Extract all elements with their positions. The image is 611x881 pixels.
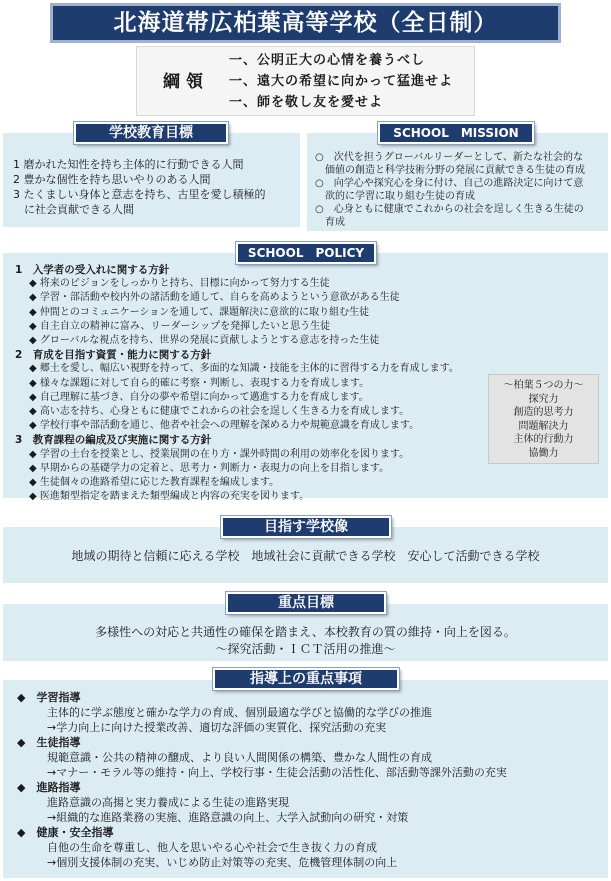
motto-box — [136, 46, 475, 116]
policy-3-item: ◆ 医進類型指定を踏まえた類型編成と内容の充実を図ります。 — [29, 491, 310, 503]
motto-label: 綱領 — [163, 72, 209, 92]
guidance-career-heading: ◆ 進路指導 — [17, 781, 81, 794]
five-powers-item: 問題解決力 — [518, 420, 569, 432]
policy-3-item: ◆ 学習の土台を授業とし、授業展開の在り方・課外時間の利用の効率化を図ります。 — [29, 448, 410, 460]
guidance-learning-heading: ◆ 学習指導 — [17, 691, 81, 704]
motto-lines — [229, 50, 453, 113]
school-mission-title: SCHOOL MISSION — [378, 122, 534, 144]
policy-section-3-heading: 3 教育課程の編成及び実施に関する方針 — [15, 434, 212, 447]
mission-line-1: ○ 次代を担うグローバルリーダーとして、新たな社会的な — [315, 152, 584, 163]
education-goal-1: 1 磨かれた知性を持ち主体的に行動できる人間 — [13, 158, 244, 171]
policy-section-1-heading: 1 入学者の受入れに関する方針 — [15, 264, 170, 276]
five-powers-title: ～柏葉５つの力～ — [503, 380, 584, 391]
policy-1-item: ◆ 将来のビジョンをしっかりと持ち、目標に向かって努力する生徒 — [29, 278, 330, 290]
guidance-student-line: →マナー・モラル等の維持・向上、学校行事・生徒会活動の活性化、部活動等課外活動の充実 — [47, 766, 507, 779]
guidance-learning-line: →学力向上に向けた授業改善、適切な評価の実質化、探究活動の充実 — [47, 721, 387, 734]
guidance-title: 指導上の重点事項 — [213, 668, 399, 690]
education-goal-3-cont: に社会貢献できる人間 — [13, 203, 134, 216]
five-powers-item: 主体的行動力 — [513, 434, 574, 445]
education-goals-panel — [3, 133, 300, 227]
policy-1-item: ◆ 自主自立の精神に富み、リーダーシップを発揮したいと思う生徒 — [29, 320, 331, 332]
policy-2-item: ◆ 自己理解に基づき、自分の夢や希望に向かって邁進する力を育成します。 — [29, 391, 369, 403]
mission-line-2: 価値の創造と科学技術分野の発展に貢献できる生徒の育成 — [315, 165, 585, 176]
policy-2-item: ◆ 高い志を持ち、心身ともに健康でこれからの社会を逞しく生きる力を育成します。 — [29, 406, 410, 418]
school-mission-panel — [307, 133, 608, 231]
guidance-career-line: →組織的な進路業務の実施、進路意識の向上、大学入試動向の研究・対策 — [47, 811, 409, 824]
policy-1-item: ◆ 仲間とのコミュニケーションを通して、課題解決に意欲的に取り組む生徒 — [29, 306, 370, 318]
mission-line-3: ○ 向学心や探究心を身に付け、自己の進路決定に向けて意 — [315, 178, 584, 189]
motto-line-3: 一、師を敬し友を愛せよ — [229, 95, 384, 110]
five-powers-item: 創造的思考力 — [513, 407, 574, 418]
school-policy-title: SCHOOL POLICY — [236, 242, 376, 264]
education-goal-3: 3 たくましい身体と意志を持ち、古里を愛し積極的 — [13, 188, 266, 201]
policy-1-item: ◆ グローバルな視点を持ち、世界の発展に貢献しようとする意志を持った生徒 — [29, 335, 380, 347]
guidance-learning-line: 主体的に学ぶ態度と確かな学力の育成、個別最適な学びと協働的な学びの推進 — [47, 706, 432, 719]
mission-line-4: 欲的に学習に取り組む生徒の育成 — [315, 191, 475, 202]
motto-line-2: 一、遠大の希望に向かって猛進せよ — [229, 74, 454, 89]
guidance-student-line: 規範意識・公共の精神の醸成、より良い人間関係の構築、豊かな人間性の育成 — [47, 751, 432, 764]
guidance-career-line: 進路意識の高揚と実力養成による生徒の進路実現 — [47, 796, 289, 809]
five-powers-item: 協働力 — [528, 447, 559, 459]
policy-3-item: ◆ 生徒個々の進路希望に応じた教育課程を編成します。 — [29, 477, 280, 489]
policy-2-item: ◆ 郷土を愛し、幅広い視野を持って、多面的な知識・技能を主体的に習得する力を育成します。 — [29, 363, 459, 375]
policy-section-2-heading: 2 育成を目指す資質・能力に関する方針 — [15, 349, 212, 362]
policy-2-item: ◆ 様々な課題に対して自ら的確に考察・判断し、表現する力を育成します。 — [29, 377, 370, 389]
mission-line-6: 育成 — [315, 217, 345, 228]
education-goals-title: 学校教育目標 — [74, 122, 228, 144]
guidance-health-line: 自他の生命を尊重し、他人を思いやる心や社会で生き抜く力の育成 — [47, 841, 377, 854]
five-powers-box — [488, 374, 599, 464]
guidance-health-heading: ◆ 健康・安全指導 — [17, 826, 114, 839]
priority-goal-title: 重点目標 — [226, 592, 386, 614]
education-goal-2: 2 豊かな個性を持ち思いやりのある人間 — [13, 173, 211, 186]
guidance-panel — [3, 680, 608, 878]
ideal-school-text: 地域の期待と信頼に応える学校 地域社会に貢献できる学校 安心して活動できる学校 — [71, 549, 540, 563]
priority-goal-subtext: ～探究活動・ＩＣＴ活用の推進～ — [215, 642, 396, 656]
priority-goal-text: 多様性への対応と共通性の確保を踏まえ、本校教育の質の維持・向上を図る。 — [95, 625, 516, 639]
policy-1-item: ◆ 学習・部活動や校内外の諸活動を通して、自らを高めようという意欲がある生徒 — [29, 292, 400, 304]
policy-2-item: ◆ 学校行事や部活動を通じ、他者や社会への理解を深める力や規範意識を育成します。 — [29, 420, 420, 432]
guidance-student-heading: ◆ 生徒指導 — [17, 736, 81, 749]
five-powers-item: 探究力 — [528, 393, 559, 405]
mission-line-5: ○ 心身ともに健康でこれからの社会を逞しく生きる生徒の — [315, 204, 584, 215]
ideal-school-title: 目指す学校像 — [221, 516, 391, 538]
motto-line-1: 一、公明正大の心情を養うべし — [229, 53, 426, 68]
guidance-health-line: →個別支援体制の充実、いじめ防止対策等の充実、危機管理体制の向上 — [47, 856, 398, 869]
page-title: 北海道帯広柏葉高等学校（全日制） — [50, 3, 561, 43]
policy-3-item: ◆ 早期からの基礎学力の定着と、思考力・判断力・表現力の向上を目指します。 — [29, 462, 390, 474]
